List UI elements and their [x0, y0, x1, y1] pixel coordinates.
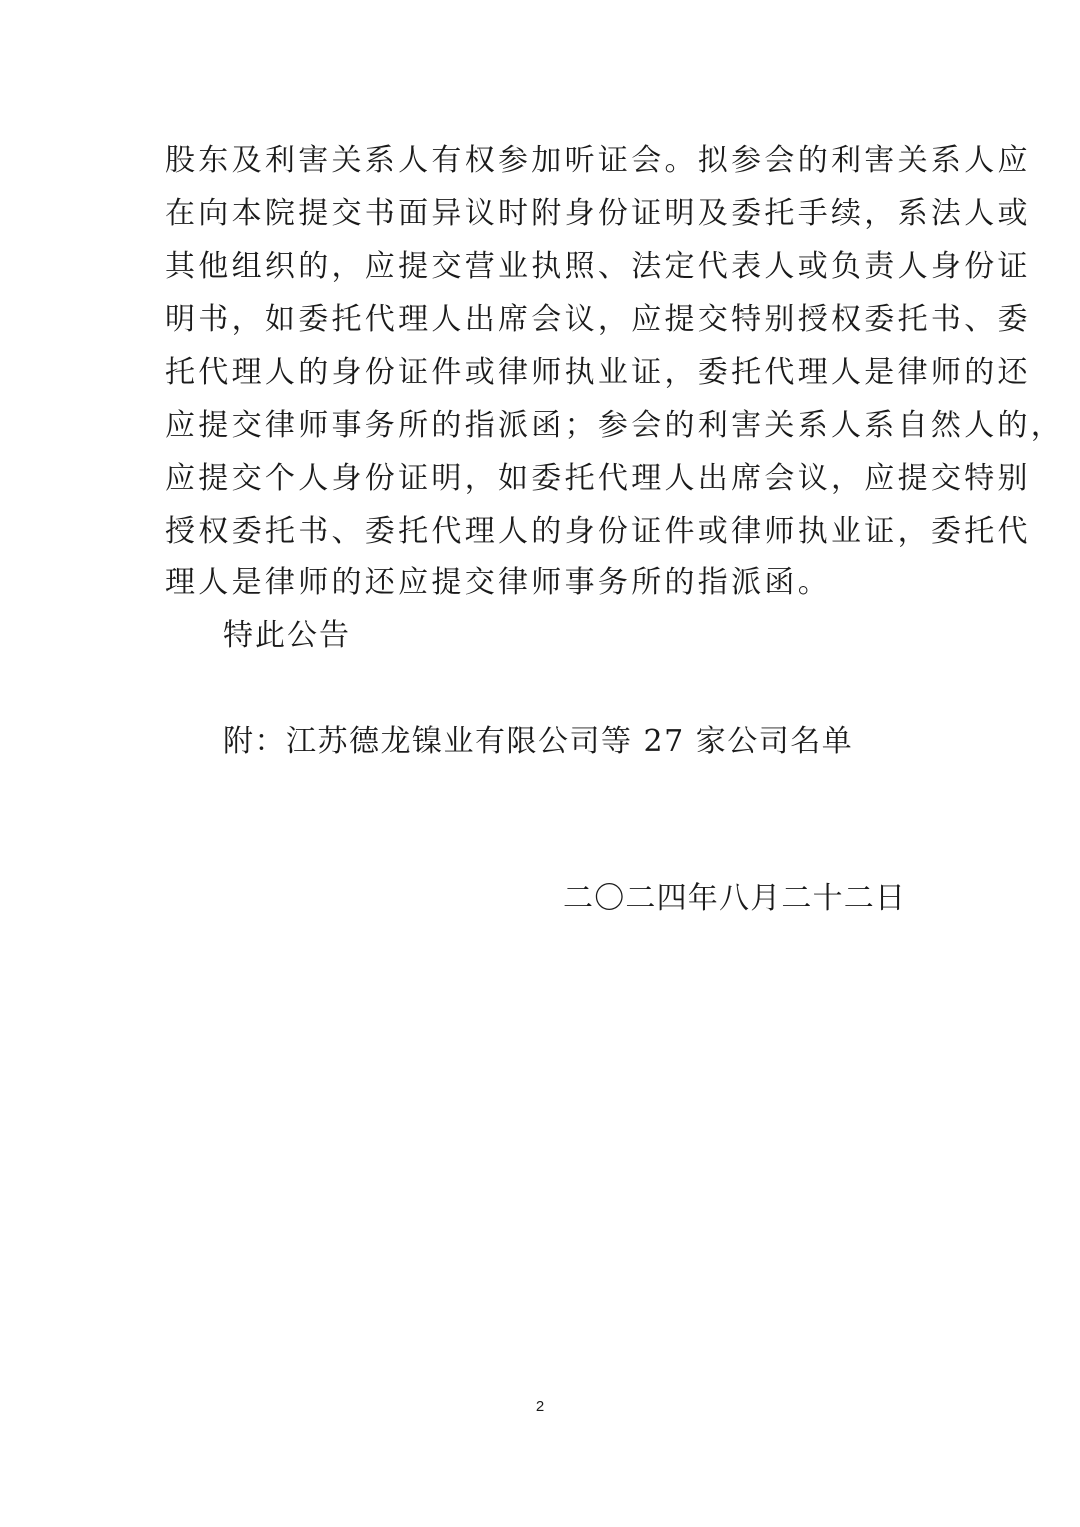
body-line-1: 股东及利害关系人有权参加听证会。拟参会的利害关系人应	[165, 143, 1031, 178]
body-line-7: 应提交个人身份证明，如委托代理人出席会议，应提交特别	[165, 461, 1031, 496]
body-line-3: 其他组织的，应提交营业执照、法定代表人或负责人身份证	[165, 249, 1031, 284]
closing-statement: 特此公告	[223, 618, 351, 653]
body-line-9: 理人是律师的还应提交律师事务所的指派函。	[165, 565, 831, 600]
body-line-8: 授权委托书、委托代理人的身份证件或律师执业证，委托代	[165, 514, 1031, 549]
document-date: 二〇二四年八月二十二日	[563, 881, 907, 916]
body-line-2: 在向本院提交书面异议时附身份证明及委托手续，系法人或	[165, 196, 1031, 231]
attachment-note: 附：江苏德龙镍业有限公司等 27 家公司名单	[223, 724, 854, 759]
body-line-4: 明书，如委托代理人出席会议，应提交特别授权委托书、委	[165, 302, 1031, 337]
page-number: 2	[535, 1398, 545, 1415]
body-line-6: 应提交律师事务所的指派函；参会的利害关系人系自然人的，	[165, 408, 1065, 443]
body-line-5: 托代理人的身份证件或律师执业证，委托代理人是律师的还	[165, 355, 1031, 390]
